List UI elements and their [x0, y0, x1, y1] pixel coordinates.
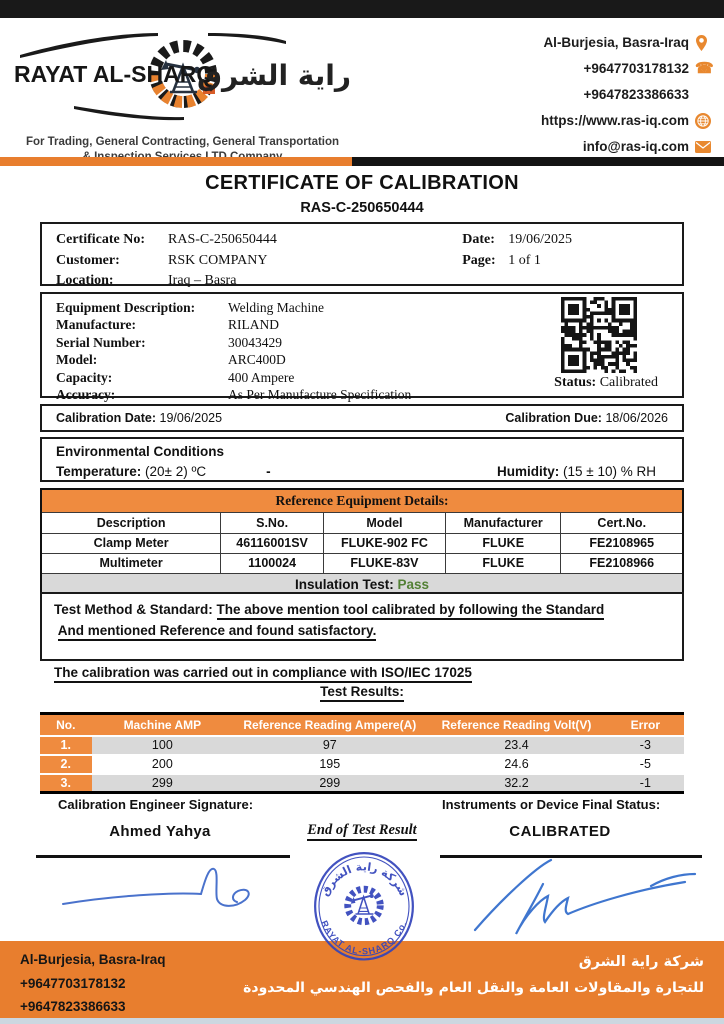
location-value: Iraq – Basra: [168, 273, 237, 288]
divider-black-bar: [352, 157, 724, 166]
letterhead: [0, 18, 724, 157]
env-separator: -: [266, 464, 271, 479]
final-status-label: Instruments or Device Final Status:: [442, 797, 661, 812]
footer-arabic-line1: شركة راية الشرق: [578, 954, 704, 970]
temperature-label: Temperature:: [56, 464, 142, 479]
col-error: Error: [607, 714, 684, 736]
cell: -3: [607, 736, 684, 755]
document-title: CERTIFICATE OF CALIBRATION: [205, 172, 519, 194]
col-ref-volt: Reference Reading Volt(V): [426, 714, 606, 736]
bottom-strip: [0, 1018, 724, 1024]
company-logo: [10, 24, 355, 165]
cell: Clamp Meter: [41, 533, 221, 553]
col-model: Model: [323, 512, 445, 533]
capacity-label: Capacity:: [56, 369, 113, 385]
cell: 3.: [40, 774, 92, 793]
humidity-label: Humidity:: [497, 464, 560, 479]
calibration-date-value: 19/06/2025: [159, 411, 223, 425]
test-results-header-row: [40, 714, 684, 736]
engineer-signature-label: Calibration Engineer Signature:: [58, 797, 254, 812]
cell: FLUKE-83V: [323, 553, 445, 573]
cell: 195: [233, 755, 426, 774]
temperature-value: (20± 2) ºC: [145, 464, 207, 479]
date-label: Date:: [462, 232, 495, 247]
table-row: [40, 736, 684, 755]
equipment-description-value: Welding Machine: [228, 300, 325, 315]
model-value: ARC400D: [228, 352, 286, 368]
final-status-value: CALIBRATED: [509, 823, 611, 840]
contact-address: Al-Burjesia, Basra-Iraq: [541, 30, 712, 56]
capacity-value: 400 Ampere: [228, 369, 295, 385]
stamp-arabic-text: شركة راية الشرق: [318, 860, 410, 899]
calibration-due-value: 18/06/2026: [605, 411, 668, 425]
col-sno: S.No.: [221, 512, 324, 533]
col-description: Description: [41, 512, 221, 533]
cell: -5: [607, 755, 684, 774]
footer-arabic-line2: للتجارة والمقاولات العامة والنقل العام والفحص الهندسي المحدودة: [243, 980, 704, 996]
compliance-line: The calibration was carried out in compliance with ISO/IEC 17025: [54, 665, 472, 683]
location-pin-icon: [695, 30, 712, 56]
col-ref-ampere: Reference Reading Ampere(A): [233, 714, 426, 736]
location-label: Location:: [56, 273, 114, 288]
company-logo-graphic: [10, 24, 355, 128]
insulation-test-row: Insulation Test: Pass: [41, 573, 683, 597]
col-certno: Cert.No.: [561, 512, 683, 533]
reference-equipment-table: [40, 488, 684, 598]
col-machine-amp: Machine AMP: [92, 714, 234, 736]
col-manufacturer: Manufacturer: [445, 512, 561, 533]
end-of-test-text: End of Test Result: [262, 822, 462, 839]
col-no: No.: [40, 714, 92, 736]
equipment-box: [40, 292, 684, 403]
company-stamp: [304, 845, 424, 971]
qr-code: [561, 297, 637, 373]
cell: 23.4: [426, 736, 606, 755]
cell: Multimeter: [41, 553, 221, 573]
signature-line-left: [36, 855, 290, 858]
qr-code-graphic: [561, 297, 637, 373]
footer-contact: [20, 948, 166, 1019]
test-method-line2: And mentioned Reference and found satisfactory.: [58, 623, 377, 641]
tagline-line1: For Trading, General Contracting, General Transportation: [25, 136, 340, 148]
humidity-value: (15 ± 10) % RH: [563, 464, 656, 479]
contact-phone1: +9647703178132 ☎: [541, 56, 712, 82]
contact-phone2: +9647823386633: [583, 87, 689, 102]
footer-phone1: +9647703178132: [20, 975, 126, 991]
test-method-label: Test Method & Standard:: [54, 602, 217, 617]
calibration-due-label: Calibration Due:: [505, 411, 602, 425]
contact-website: https://www.ras-iq.com: [541, 108, 712, 134]
date-value: 19/06/2025: [508, 232, 572, 247]
certificate-info-box: [40, 222, 684, 286]
test-method-box: [40, 592, 684, 680]
contact-block: [541, 30, 712, 160]
table-row: [41, 533, 683, 553]
accuracy-label: Accuracy:: [56, 387, 116, 403]
globe-icon: [695, 108, 712, 134]
certificate-no-label: Certificate No:: [56, 232, 146, 247]
cell: 97: [233, 736, 426, 755]
insulation-test-label: Insulation Test: [294, 577, 390, 593]
test-method-line1: The above mention tool calibrated by following the Standard: [217, 602, 605, 620]
equipment-status: [554, 375, 658, 391]
engineer-signature-graphic: [55, 862, 275, 917]
cell: 2.: [40, 755, 92, 774]
customer-label: Customer:: [56, 252, 120, 268]
engineer-name: Ahmed Yahya: [109, 823, 211, 840]
insulation-test-result: Pass: [397, 577, 430, 593]
table-row: [41, 553, 683, 573]
footer-address: Al-Burjesia, Basra-Iraq: [20, 952, 166, 967]
serial-number-value: 30043429: [228, 334, 282, 350]
manufacture-value: RILAND: [228, 317, 279, 333]
manufacture-label: Manufacture:: [56, 317, 136, 333]
environmental-heading: Environmental Conditions: [56, 444, 225, 459]
document-certificate-number: RAS-C-250650444: [300, 200, 424, 216]
cell: FE2108966: [561, 553, 683, 573]
accuracy-value: As Per Manufacture Specification: [228, 387, 412, 403]
cell: FLUKE-902 FC: [323, 533, 445, 553]
cell: FLUKE: [445, 553, 561, 573]
cell: 299: [233, 774, 426, 793]
page-value: 1 of 1: [508, 252, 541, 268]
cell: 46116001SV: [221, 533, 324, 553]
footer-phone2: +9647823386633: [20, 999, 126, 1014]
cell: FE2108965: [561, 533, 683, 553]
test-results-heading: Test Results:: [0, 684, 724, 699]
cell: 100: [92, 736, 234, 755]
reference-table-header-row: [41, 512, 683, 533]
equipment-description-label: Equipment Description:: [56, 300, 196, 315]
cell: -1: [607, 774, 684, 793]
company-name-latin: RAYAT AL-SHARQ: [14, 61, 215, 87]
stamp-emblem: [348, 889, 381, 922]
cell: 200: [92, 755, 234, 774]
stamp-latin-text: RAYAT AL-SHARQ Co.: [319, 918, 409, 957]
status-label: Status:: [554, 375, 597, 390]
page-label: Page:: [462, 252, 496, 268]
cell: 1.: [40, 736, 92, 755]
phone-icon: ☎: [695, 60, 714, 78]
cell: 32.2: [426, 774, 606, 793]
calibration-date-label: Calibration Date:: [56, 411, 157, 425]
cell: 24.6: [426, 755, 606, 774]
calibration-date-box: [40, 404, 684, 432]
certificate-no-value: RAS-C-250650444: [168, 232, 277, 247]
contact-email: info@ras-iq.com: [541, 134, 712, 160]
test-results-table: [40, 712, 684, 794]
divider-orange-bar: [0, 157, 352, 166]
company-name-arabic: راية الشرق: [196, 59, 351, 92]
cell: FLUKE: [445, 533, 561, 553]
table-row: [40, 755, 684, 774]
top-black-bar: [0, 0, 724, 18]
customer-value: RSK COMPANY: [168, 252, 268, 268]
environmental-conditions-box: [40, 437, 684, 482]
final-status-signature-graphic: [455, 852, 705, 940]
status-value: Calibrated: [599, 375, 658, 390]
serial-number-label: Serial Number:: [56, 334, 146, 350]
model-label: Model:: [56, 352, 98, 368]
table-row: [40, 774, 684, 793]
reference-table-title: Reference Equipment Details:: [41, 489, 683, 512]
cell: 299: [92, 774, 234, 793]
cell: 1100024: [221, 553, 324, 573]
